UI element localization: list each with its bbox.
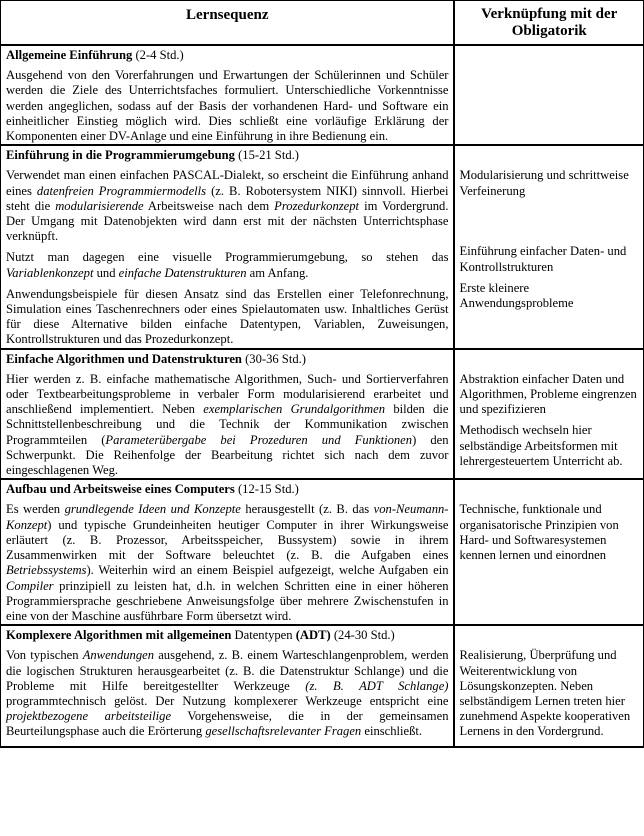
emphasis-text: Prozedurkonzept xyxy=(274,198,360,213)
emphasis-text: gesellschaftsrelevanter Fragen xyxy=(205,724,362,739)
lernsequenz-cell xyxy=(1,625,454,746)
emphasis-text: einfache Datenstrukturen xyxy=(118,265,247,280)
title-spacer xyxy=(460,148,639,163)
paragraph-text: herausgestellt (z. B. das xyxy=(240,502,374,517)
section-paragraph xyxy=(6,648,449,739)
paragraph-text: Hier werden z. B. einfache mathematische Algorithmen, Such- und Sortierverfahren oder Textbearbeitungsprobleme in verbaler Form modularisierend erarbeitet und anschließend implementiert. Neben xyxy=(6,371,449,417)
emphasis-text: modularisierende xyxy=(55,198,144,213)
emphasis-text: projektbezogene arbeitsteilige xyxy=(6,709,172,724)
paragraph-text: bilden die Schnittstellenbeschreibung und die Technik der Kommunikation zwischen Programmteilen ( xyxy=(6,402,449,447)
emphasis-text: Variablenkonzept xyxy=(6,265,94,280)
section-title-bold-2: (ADT) xyxy=(295,628,331,643)
paragraph-text: Nutzt man dagegen eine visuelle Programmierumgebung, so stehen das xyxy=(6,250,449,265)
section-paragraph xyxy=(6,502,449,624)
title-spacer xyxy=(460,628,639,643)
section-title xyxy=(6,482,449,497)
emphasis-text: Parameterübergabe bei Prozeduren und Funktionen xyxy=(105,432,413,447)
paragraph-text: ) den Schwerpunkt. Die Reihenfolge der Bearbeitung richtet sich nach dem zuvor eingeschlagenen Weg. xyxy=(6,432,449,478)
table-row xyxy=(1,479,644,625)
section-title xyxy=(6,628,449,643)
emphasis-text: Betriebssystems xyxy=(6,563,87,578)
emphasis-text: Compiler xyxy=(6,578,54,593)
paragraph-text: programmtechnisch gelöst. Der Nutzung komplexerer Werkzeuge entspricht eine xyxy=(6,693,449,708)
paragraph-text: ) und typische Grundeinheiten heutiger Computer in ihrer Wirkungsweise erläutert (z. B. Prozessor, Arbeitsspeicher, Bussystem) sowie in ihrem Zusammenwirken mit der Software beleuchtet (z. B. die Aufgaben eines xyxy=(6,517,449,563)
emphasis-text: von-Neumann-Konzept xyxy=(6,502,449,532)
title-spacer xyxy=(460,482,639,497)
header-obligatorik: Verknüpfung mit der Obligatorik xyxy=(454,1,644,46)
paragraph-text: Es werden xyxy=(6,502,65,517)
section-paragraph xyxy=(6,168,449,244)
obligatorik-cell xyxy=(454,45,644,145)
table-body xyxy=(1,45,644,747)
table-row xyxy=(1,349,644,480)
paragraph-text: am Anfang. xyxy=(246,265,309,280)
title-spacer xyxy=(460,352,639,367)
obligatorik-item: Modularisierung und schrittweise Verfeinerung xyxy=(459,168,629,198)
section-title-bold: Allgemeine Einführung xyxy=(6,48,133,62)
obligatorik-item: Einführung einfacher Daten- und Kontrollstrukturen xyxy=(459,244,627,274)
table-row xyxy=(1,625,644,746)
paragraph-text: Vorgehensweise, die in der gemeinsamen Beurteilungsphase auch die Erörterung xyxy=(6,709,449,739)
table-row xyxy=(1,45,644,145)
obligatorik-item: Technische, funktionale und organisatorische Prinzipien von Hard- und Softwaresystemen kennen lernen und einordnen xyxy=(459,502,619,563)
obligatorik-item: Erste kleinere Anwendungsprobleme xyxy=(459,280,574,311)
table-row xyxy=(1,145,644,348)
section-title xyxy=(6,352,449,367)
obligatorik-cell xyxy=(454,479,644,625)
header-lernsequenz: Lernsequenz xyxy=(1,1,454,46)
section-duration: (15-21 Std.) xyxy=(234,148,299,163)
emphasis-text: datenfreien Programmiermodells xyxy=(36,183,207,198)
paragraph-text: (z. B. Robotersystem NIKI) sinnvoll. Hierbei steht die xyxy=(6,183,449,213)
paragraph-text: Verwendet man einen einfachen PASCAL-Dialekt, so erscheint die Einführung anhand eines xyxy=(6,168,449,198)
section-title-bold: Einführung in die Programmierumgebung xyxy=(6,148,235,163)
lernsequenz-cell xyxy=(1,45,454,145)
paragraph-text: Ausgehend von den Vorerfahrungen und Erwartungen der Schülerinnen und Schüler werden die Ziele des Unterrichtsfaches formuliert. Unterschiedliche Vorkenntnisse werden angeglichen, sodass auf der Basis der vorhandenen Hard- und Software ein einheitlicher Einstieg möglich wird. Dies schließt eine vorläufige Erklärung der Komponenten einer DV-Anlage und eine Einführung in ihre Bedienung ein. xyxy=(6,68,449,144)
section-duration: (30-36 Std.) xyxy=(241,351,306,366)
section-title xyxy=(6,148,449,163)
obligatorik-cell xyxy=(454,625,644,746)
section-title-bold: Komplexere Algorithmen mit allgemeinen xyxy=(6,628,232,643)
lernsequenz-cell xyxy=(1,479,454,625)
section-title-mid: Datentypen xyxy=(231,628,296,643)
obligatorik-item: Methodisch wechseln hier selbständige Arbeitsformen mit lehrergesteuertem Unterricht ab. xyxy=(459,423,623,468)
paragraph-text: Arbeitsweise nach dem xyxy=(143,198,275,213)
paragraph-text: prinzipiell zu leisten hat, d.h. in welchen Schritten eine in einer höheren Programmiersprache geschriebene Anweisungsfolge über mehrere Zwischenstufen in eine von der Maschine ausführbare Form übersetzt wird. xyxy=(6,578,449,623)
paragraph-text: Von typischen xyxy=(6,648,83,663)
title-spacer xyxy=(460,48,639,63)
section-paragraph xyxy=(6,68,449,144)
paragraph-text: und xyxy=(93,265,119,280)
obligatorik-item: Abstraktion einfacher Daten und Algorithmen, Probleme eingrenzen und spezifizieren xyxy=(459,371,637,417)
paragraph-text: einschließt. xyxy=(361,724,423,739)
section-paragraph xyxy=(6,372,449,478)
section-title-bold: Aufbau und Arbeitsweise eines Computers xyxy=(6,482,235,497)
lernsequenz-cell xyxy=(1,349,454,480)
section-paragraph xyxy=(6,287,449,348)
section-paragraph xyxy=(6,250,449,280)
section-title-bold: Einfache Algorithmen und Datenstrukturen xyxy=(6,351,242,366)
lernsequenz-cell xyxy=(1,145,454,348)
table-header-row xyxy=(1,1,644,46)
obligatorik-cell xyxy=(454,145,644,348)
emphasis-text: grundlegende Ideen und Konzepte xyxy=(64,502,241,517)
obligatorik-cell xyxy=(454,349,644,480)
section-duration: (2-4 Std.) xyxy=(132,48,184,62)
paragraph-text: ). Weiterhin wird an einem Beispiel aufgezeigt, welche Aufgaben ein xyxy=(86,563,449,578)
paragraph-text: Anwendungsbeispiele für diesen Ansatz sind das Erstellen einer Telefonrechnung, Simulation eines Taschenrechners oder eines Spielautomaten usw. Inhaltliches Gerüst für diese Alternative bilden einfache Datentypen, Variablen, Zuweisungen, Kontrollstrukturen und das Prozedurkonzept. xyxy=(6,286,449,347)
emphasis-text: Anwendungen xyxy=(82,648,155,663)
obligatorik-item: Realisierung, Überprüfung und Weiterentwicklung von Lösungskonzepten. Neben selbständigem Lernen treten hier zunehmend Aspekte kooperativen Lernens in den Vordergrund. xyxy=(459,648,631,739)
emphasis-text: (z. B. ADT Schlange) xyxy=(305,678,449,693)
section-duration: (12-15 Std.) xyxy=(234,482,299,497)
section-title xyxy=(6,48,449,63)
paragraph-text: im Vordergrund. Der Umgang mit Datenobjekten wird dann erst mit der nächsten Unterrichtsphase verknüpft. xyxy=(6,198,449,244)
section-duration: (24-30 Std.) xyxy=(330,628,395,643)
paragraph-text: ausgehend, z. B. einem Warteschlangenproblem, werden die logischen Strukturen herausgearbeitet (z. B. die Datenstruktur Schlange) und die Probleme mit Hilfe bereitgestellter Werkzeuge xyxy=(6,648,449,693)
emphasis-text: exemplarischen Grundalgorithmen xyxy=(203,402,386,417)
